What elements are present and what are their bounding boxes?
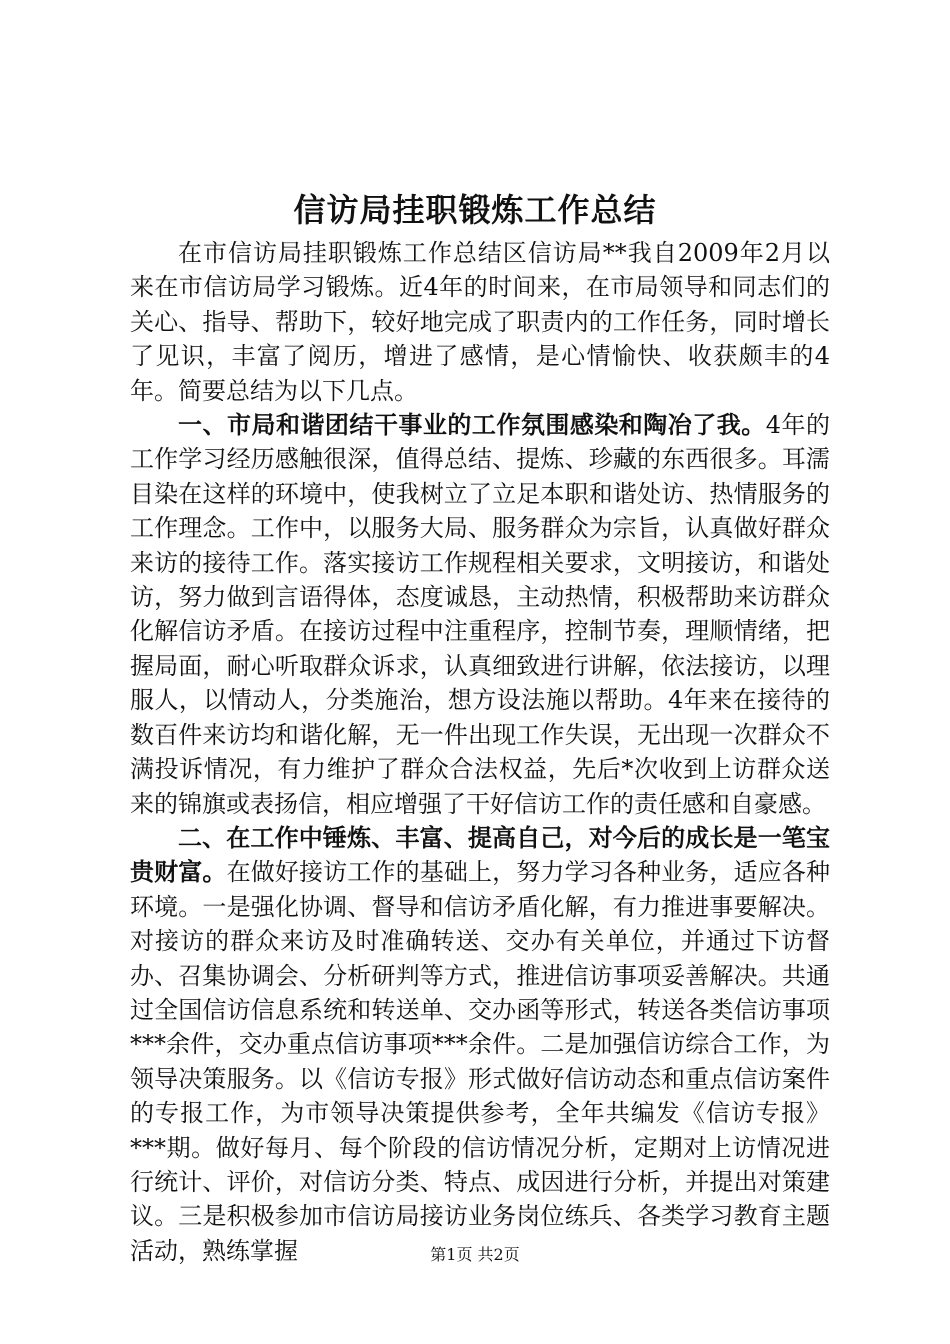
paragraph-text: 在做好接访工作的基础上，努力学习各种业务，适应各种环境。一是强化协调、督导和信访矛盾化解，有力推进事要解决。对接访的群众来访及时准确转送、交办有关单位，并通过下访督办、召集协调会、分析研判等方式，推进信访事项妥善解决。共通过全国信访信息系统和转送单、交办函等形式，转送各类信访事项***余件，交办重点信访事项***余件。二是加强信访综合工作，为领导决策服务。以《信访专报》形式做好信访动态和重点信访案件的专报工作，为市领导决策提供参考，全年共编发《信访专报》***期。做好每月、每个阶段的信访情况分析，定期对上访情况进行统计、评价，对信访分类、特点、成因进行分析，并提出对策建议。三是积极参加市信访局接访业务岗位练兵、各类学习教育主题活动，熟练掌握 bbox=[130, 858, 831, 1265]
paragraph-section-1 bbox=[130, 408, 830, 821]
document-title: 信访局挂职锻炼工作总结 bbox=[293, 191, 657, 229]
paragraph-text: 4年的工作学习经历感触很深，值得总结、提炼、珍藏的东西很多。耳濡目染在这样的环境中，使我树立了立足本职和谐处访、热情服务的工作理念。工作中，以服务大局、服务群众为宗旨，认真做好群众来访的接待工作。落实接访工作规程相关要求，文明接访，和谐处访，努力做到言语得体，态度诚恳，主动热情，积极帮助来访群众化解信访矛盾。在接访过程中注重程序，控制节奏，理顺情绪，把握局面，耐心听取群众诉求，认真细致进行讲解，依法接访，以理服人，以情动人，分类施治，想方设法施以帮助。4年来在接待的数百件来访均和谐化解，无一件出现工作失误，无出现一次群众不满投诉情况，有力维护了群众合法权益，先后*次收到上访群众送来的锦旗或表扬信，相应增强了干好信访工作的责任感和自豪感。 bbox=[130, 411, 830, 818]
document-body bbox=[130, 236, 830, 1268]
section-heading: 一、市局和谐团结干事业的工作氛围感染和陶冶了我。 bbox=[178, 410, 766, 440]
paragraph-section-2 bbox=[130, 821, 830, 1268]
paragraph-text: 在市信访局挂职锻炼工作总结区信访局**我自2009年2月以来在市信访局学习锻炼。近4年的时间来，在市局领导和同志们的关心、指导、帮助下，较好地完成了职责内的工作任务，同时增长了见识，丰富了阅历，增进了感情，是心情愉快、收获颇丰的4年。简要总结为以下几点。 bbox=[130, 239, 830, 405]
page-number-footer: 第1页 共2页 bbox=[430, 1245, 520, 1264]
paragraph-intro bbox=[130, 236, 830, 408]
section-heading: 二、在工作中锤炼、丰富、提高自己，对今后的成长是一笔宝贵财富。 bbox=[130, 822, 830, 887]
